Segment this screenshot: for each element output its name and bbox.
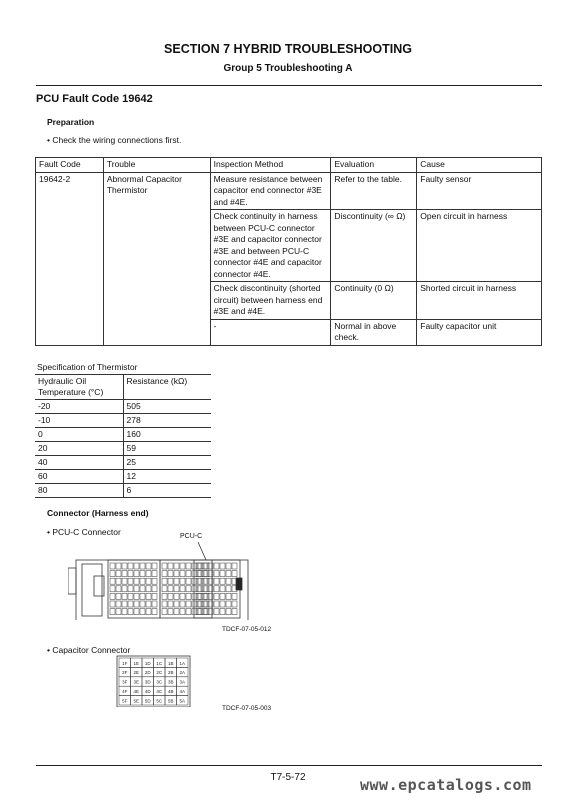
pin-cell: [122, 563, 127, 569]
temp-cell: 0: [35, 428, 123, 442]
pin-cell: [116, 586, 121, 592]
pin-cell: [110, 601, 115, 607]
capacitor-pin-label: 5C: [156, 698, 163, 704]
spec-table-caption: Specification of Thermistor: [37, 362, 138, 372]
capacitor-pin-label: 2E: [133, 670, 140, 676]
pin-cell: [128, 578, 133, 584]
pin-cell: [174, 578, 179, 584]
spec-header-row: [35, 375, 211, 400]
table-row: [35, 442, 211, 456]
pin-cell: [226, 571, 231, 577]
capacitor-pin-label: 1B: [167, 660, 174, 666]
pin-cell: [174, 571, 179, 577]
table-row: [35, 470, 211, 484]
temp-cell: 40: [35, 456, 123, 470]
pin-cell: [134, 593, 139, 599]
pin-cell: [180, 578, 185, 584]
pin-cell: [146, 571, 151, 577]
connector-latch-left: [68, 568, 76, 594]
pin-cell: [186, 609, 191, 615]
capacitor-pin-label: 5B: [167, 698, 174, 704]
column-header: Resistance (kΩ): [123, 375, 211, 400]
pin-cell: [180, 601, 185, 607]
pin-cell: [122, 601, 127, 607]
pin-cell: [122, 593, 127, 599]
pin-cell: [214, 571, 219, 577]
pin-cell: [110, 593, 115, 599]
evaluation-cell: Continuity (0 Ω): [331, 282, 417, 320]
thermistor-spec-table: [35, 374, 211, 498]
pin-cell: [220, 571, 225, 577]
pin-cell: [128, 563, 133, 569]
fault-table-header-row: [36, 158, 542, 173]
pin-cell: [110, 609, 115, 615]
pin-cell: [174, 593, 179, 599]
cause-cell: Faulty capacitor unit: [417, 319, 542, 345]
group-title: Group 5 Troubleshooting A: [223, 63, 353, 74]
connector-heading: Connector (Harness end): [47, 508, 149, 518]
pin-cell: [116, 571, 121, 577]
pin-cell: [220, 578, 225, 584]
footer-divider: [36, 765, 542, 766]
capacitor-pin-label: 3B: [167, 679, 174, 685]
capacitor-pin-label: 5A: [179, 698, 186, 704]
pin-cell: [162, 609, 167, 615]
pin-cell: [180, 563, 185, 569]
pin-cell: [174, 609, 179, 615]
pin-cell: [122, 571, 127, 577]
pin-cell: [180, 571, 185, 577]
pin-cell: [226, 578, 231, 584]
pin-cell: [152, 571, 157, 577]
pin-cell: [162, 578, 167, 584]
pin-cell: [162, 563, 167, 569]
table-row: [36, 172, 542, 210]
pin-cell: [152, 601, 157, 607]
pin-cell: [152, 609, 157, 615]
capacitor-pin-label: 1C: [156, 660, 163, 666]
pin-cell: [168, 609, 173, 615]
pin-cell: [168, 563, 173, 569]
callout-line: [198, 542, 206, 560]
temp-cell: 60: [35, 470, 123, 484]
pin-cell: [146, 563, 151, 569]
pin-cell: [220, 609, 225, 615]
pin-cell: [116, 593, 121, 599]
pin-cell: [226, 609, 231, 615]
column-header: Hydraulic Oil Temperature (°C): [35, 375, 123, 400]
pcu-connector-label: • PCU-C Connector: [47, 527, 121, 537]
pin-cell: [214, 601, 219, 607]
capacitor-pin-label: 3E: [133, 679, 140, 685]
pin-cell: [168, 578, 173, 584]
pin-cell: [162, 586, 167, 592]
capacitor-pin-label: 2C: [156, 670, 163, 676]
pin-cell: [134, 609, 139, 615]
capacitor-pin-label: 5E: [133, 698, 140, 704]
capacitor-pin-label: 3C: [156, 679, 163, 685]
capacitor-pin-label: 4F: [122, 688, 128, 694]
pin-cell: [214, 586, 219, 592]
pin-cell: [220, 563, 225, 569]
fault-table: [35, 157, 542, 346]
pin-cell: [214, 563, 219, 569]
pin-cell: [186, 593, 191, 599]
preparation-note: • Check the wiring connections first.: [47, 135, 182, 145]
pin-cell: [186, 578, 191, 584]
pin-cell: [226, 601, 231, 607]
capacitor-connector-diagram: [116, 655, 196, 707]
fault-code-cell: 19642-2: [36, 172, 104, 345]
pin-cell: [134, 586, 139, 592]
table-row: [35, 484, 211, 498]
pin-cell: [186, 586, 191, 592]
capacitor-pin-label: 4A: [179, 688, 186, 694]
table-row: [35, 414, 211, 428]
column-header: Fault Code: [36, 158, 104, 173]
pin-cell: [180, 586, 185, 592]
resistance-cell: 12: [123, 470, 211, 484]
column-header: Cause: [417, 158, 542, 173]
evaluation-cell: Refer to the table.: [331, 172, 417, 210]
capacitor-drawing-code: TDCF-07-05-003: [222, 705, 272, 712]
pin-cell: [110, 563, 115, 569]
pin-cell: [214, 609, 219, 615]
pin-cell: [162, 571, 167, 577]
capacitor-pin-label: 4B: [167, 688, 174, 694]
capacitor-pin-label: 2F: [122, 670, 128, 676]
pin-cell: [152, 586, 157, 592]
pin-cell: [180, 609, 185, 615]
pin-cell: [226, 593, 231, 599]
pin-cell: [122, 578, 127, 584]
pin-cell: [152, 578, 157, 584]
pin-cell: [110, 578, 115, 584]
resistance-cell: 160: [123, 428, 211, 442]
pin-cell: [168, 601, 173, 607]
pin-cell: [232, 563, 237, 569]
temp-cell: -20: [35, 400, 123, 414]
capacitor-pin-label: 5D: [144, 698, 151, 704]
pin-cell: [168, 593, 173, 599]
pin-cell: [174, 586, 179, 592]
resistance-cell: 278: [123, 414, 211, 428]
pin-cell: [146, 593, 151, 599]
pin-cell: [180, 593, 185, 599]
pin-cell: [128, 593, 133, 599]
resistance-cell: 59: [123, 442, 211, 456]
capacitor-pin-label: 2D: [144, 670, 151, 676]
capacitor-pin-label: 1D: [144, 660, 151, 666]
pin-cell: [140, 571, 145, 577]
pin-cell: [152, 593, 157, 599]
column-header: Inspection Method: [210, 158, 331, 173]
pin-cell: [226, 563, 231, 569]
pin-cell: [146, 601, 151, 607]
pin-cell: [128, 586, 133, 592]
pin-cell: [232, 609, 237, 615]
capacitor-pin-label: 3D: [144, 679, 151, 685]
pin-cell: [140, 586, 145, 592]
pin-cell: [122, 609, 127, 615]
pin-cell: [146, 609, 151, 615]
table-row: [35, 400, 211, 414]
pin-cell: [134, 563, 139, 569]
preparation-heading: Preparation: [47, 117, 95, 127]
method-cell: Check discontinuity (shorted circuit) between harness end #3E and #4E.: [210, 282, 331, 320]
connector-lock-tab: [82, 564, 102, 616]
pin-cell: [186, 571, 191, 577]
section-title: SECTION 7 HYBRID TROUBLESHOOTING: [164, 42, 412, 56]
pin-cell: [162, 601, 167, 607]
pin-cell: [128, 609, 133, 615]
pin-cell: [110, 571, 115, 577]
pin-cell: [168, 571, 173, 577]
pin-cell: [116, 601, 121, 607]
capacitor-connector-label: • Capacitor Connector: [47, 645, 131, 655]
pin-cell: [140, 578, 145, 584]
pin-cell: [168, 586, 173, 592]
pin-cell: [214, 593, 219, 599]
capacitor-pin-label: 1A: [179, 660, 186, 666]
column-header: Evaluation: [331, 158, 417, 173]
pin-cell: [226, 586, 231, 592]
pin-cell: [140, 609, 145, 615]
pin-cell: [214, 578, 219, 584]
pin-cell: [220, 593, 225, 599]
pin-cell: [220, 601, 225, 607]
pin-cell: [146, 586, 151, 592]
capacitor-pin-label: 2B: [167, 670, 174, 676]
cause-cell: Shorted circuit in harness: [417, 282, 542, 320]
table-row: [35, 456, 211, 470]
pin-cell: [174, 563, 179, 569]
pin-cell: [174, 601, 179, 607]
temp-cell: -10: [35, 414, 123, 428]
capacitor-pin-label: 5F: [122, 698, 128, 704]
pin-cell: [162, 593, 167, 599]
pin-cell: [220, 586, 225, 592]
capacitor-pin-label: 2A: [179, 670, 186, 676]
pin-cell: [140, 601, 145, 607]
pcu-c-connector-diagram: [68, 540, 258, 620]
method-cell: -: [210, 319, 331, 345]
pin-cell: [146, 578, 151, 584]
method-cell: Check continuity in harness between PCU-C connector #3E and capacitor connector #3E and between PCU-C connector #4E and capacitor connector #4E.: [210, 210, 331, 282]
page-number: T7-5-72: [270, 772, 306, 783]
page-heading: PCU Fault Code 19642: [36, 93, 153, 105]
connector-key: [94, 576, 104, 596]
trouble-cell: Abnormal Capacitor Thermistor: [103, 172, 210, 345]
temp-cell: 20: [35, 442, 123, 456]
capacitor-pin-label: 4D: [144, 688, 151, 694]
capacitor-pin-label: 3F: [122, 679, 128, 685]
capacitor-pin-label: 4E: [133, 688, 140, 694]
column-header: Trouble: [103, 158, 210, 173]
pin-cell: [140, 563, 145, 569]
pin-cell: [128, 601, 133, 607]
capacitor-pin-label: 1F: [122, 660, 128, 666]
pin-cell: [232, 601, 237, 607]
pin-cell: [116, 609, 121, 615]
capacitor-pin-label: 1E: [133, 660, 140, 666]
pcu-c-callout: PCU-C: [180, 533, 203, 540]
pin-cell: [140, 593, 145, 599]
resistance-cell: 25: [123, 456, 211, 470]
pin-cell: [186, 563, 191, 569]
pin-cell: [122, 586, 127, 592]
pin-cell: [232, 593, 237, 599]
resistance-cell: 6: [123, 484, 211, 498]
resistance-cell: 505: [123, 400, 211, 414]
capacitor-pin-label: 4C: [156, 688, 163, 694]
pin-cell: [116, 563, 121, 569]
temp-cell: 80: [35, 484, 123, 498]
watermark: www.epcatalogs.com: [360, 776, 532, 794]
pin-cell: [152, 563, 157, 569]
header-divider: [36, 85, 542, 86]
pin-cell: [134, 578, 139, 584]
capacitor-pin-label: 3A: [179, 679, 186, 685]
pin-cell: [134, 571, 139, 577]
evaluation-cell: Normal in above check.: [331, 319, 417, 345]
pcu-drawing-code: TDCF-07-05-012: [222, 626, 272, 633]
pin-cell: [134, 601, 139, 607]
pin-cell: [186, 601, 191, 607]
method-cell: Measure resistance between capacitor end connector #3E and #4E.: [210, 172, 331, 210]
cause-cell: Open circuit in harness: [417, 210, 542, 282]
pin-cell: [116, 578, 121, 584]
table-row: [35, 428, 211, 442]
pin-cell: [128, 571, 133, 577]
pin-cell: [110, 586, 115, 592]
evaluation-cell: Discontinuity (∞ Ω): [331, 210, 417, 282]
pin-cell: [232, 571, 237, 577]
cause-cell: Faulty sensor: [417, 172, 542, 210]
